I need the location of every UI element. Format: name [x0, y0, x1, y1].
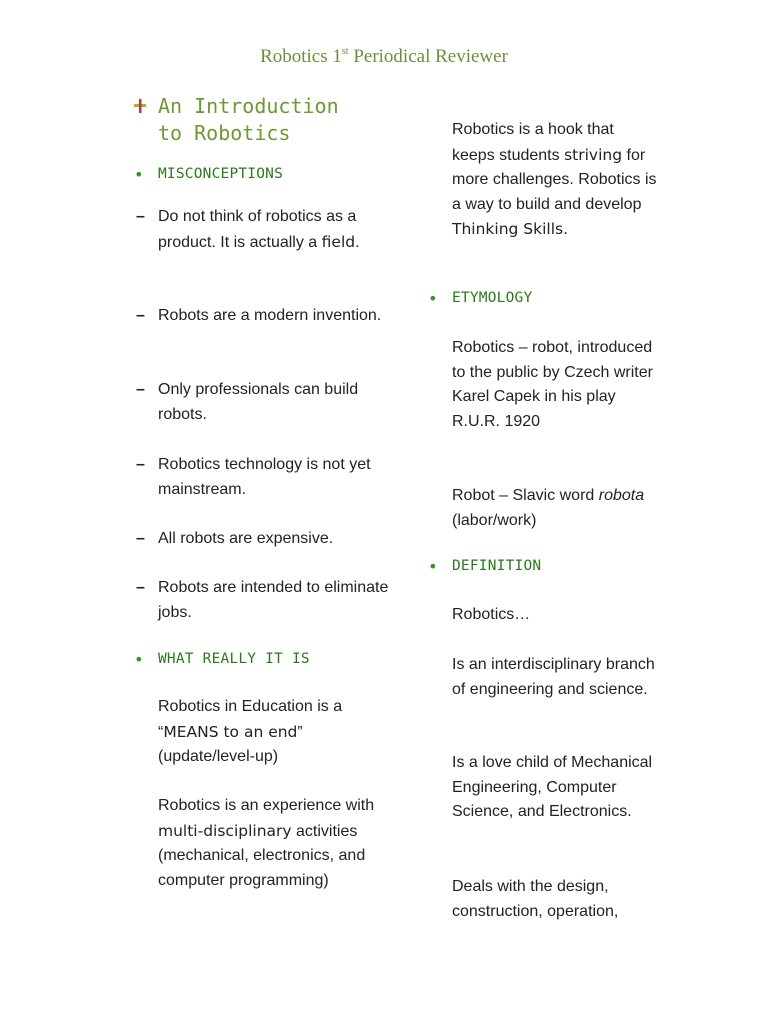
list-item: – Only professionals can build robots.: [130, 378, 398, 427]
paragraph-means-to-an-end: Robotics in Education is a “MEANS to an end” (update/level-up): [158, 698, 343, 766]
list-item: – Robotics technology is not yet mainstream.: [130, 453, 398, 502]
list-item: – Robots are intended to eliminate jobs.: [130, 576, 398, 625]
paragraph-etymology-robot: Robot – Slavic word robota (labor/work): [452, 487, 645, 529]
dash-bullet-icon: –: [136, 307, 145, 324]
green-dot-bullet-icon: •: [134, 650, 144, 669]
list-item: – All robots are expensive.: [130, 527, 398, 552]
dash-bullet-icon: –: [136, 381, 145, 398]
dash-bullet-icon: –: [136, 530, 145, 547]
dash-bullet-icon: –: [136, 208, 145, 225]
section-heading-misconceptions: • MISCONCEPTIONS: [134, 165, 284, 184]
section-heading-definition: • DEFINITION: [428, 557, 542, 576]
paragraph-etymology-robotics: Robotics – robot, introduced to the public by Czech writer Karel Capek in his play R.U.R. 1920: [452, 339, 653, 430]
paragraph-definition-love-child: Is a love child of Mechanical Engineering, Computer Science, and Electronics.: [452, 754, 653, 821]
list-item: – Robots are a modern invention.: [130, 304, 398, 329]
dash-bullet-icon: –: [136, 456, 145, 473]
paragraph-definition-interdisciplinary: Is an interdisciplinary branch of engineering and science.: [452, 656, 655, 698]
page-title: Robotics 1st Periodical Reviewer: [260, 46, 508, 67]
section-heading-etymology: • ETYMOLOGY: [428, 289, 533, 308]
green-dot-bullet-icon: •: [428, 289, 438, 308]
paragraph-hook: Robotics is a hook that keeps students striving for more challenges. Robotics is a way to build and develop Thinking Skills.: [452, 121, 657, 239]
list-item: – Do not think of robotics as a product. It is actually a field.: [130, 205, 398, 255]
green-dot-bullet-icon: •: [134, 165, 144, 184]
green-dot-bullet-icon: •: [428, 557, 438, 576]
colored-cross-bullet-icon: [134, 99, 146, 113]
paragraph-definition-intro: Robotics…: [452, 606, 531, 623]
paragraph-experience: Robotics is an experience with multi-disciplinary activities (mechanical, electronics, and computer programming): [158, 797, 375, 889]
paragraph-definition-deals: Deals with the design, construction, operation,: [452, 878, 619, 920]
dash-bullet-icon: –: [136, 579, 145, 596]
intro-heading: An Introduction to Robotics: [130, 93, 418, 147]
section-heading-what-really-it-is: • WHAT REALLY IT IS: [134, 650, 310, 669]
